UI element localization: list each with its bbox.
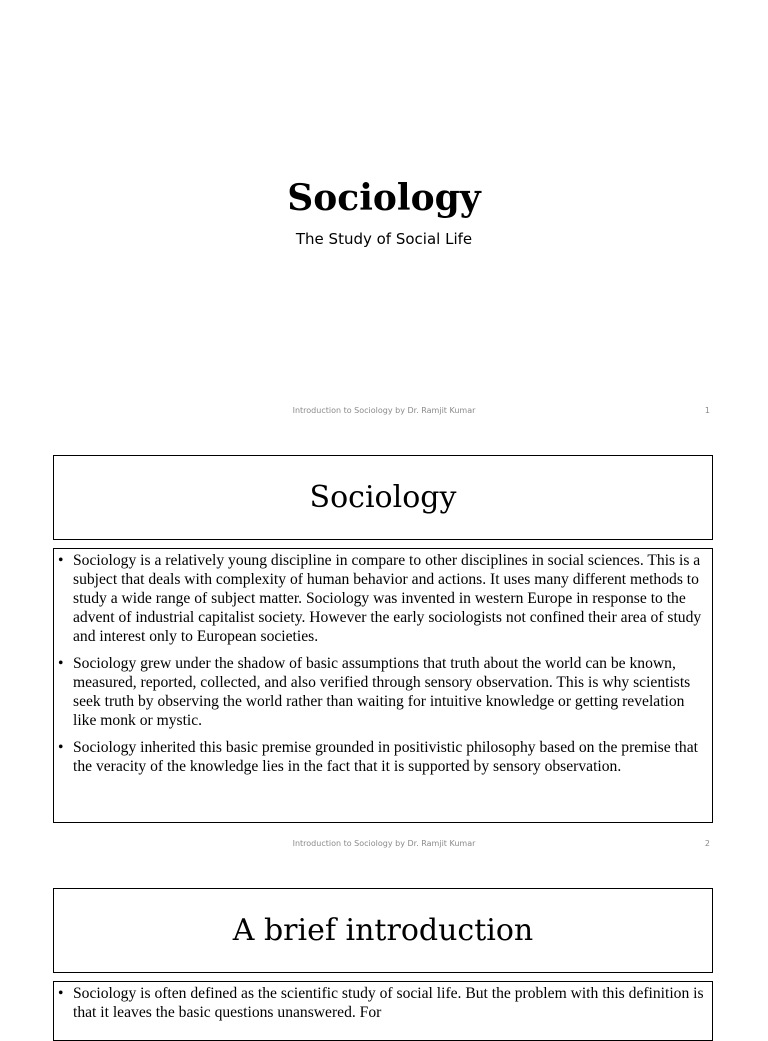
bullet-list xyxy=(58,984,704,1022)
slide-title: Sociology xyxy=(287,177,481,219)
bullet-item: • Sociology grew under the shadow of basic assumptions that truth about the world can be known, measured, reported, collected, and also verified through sensory observation. This is why scientists seek truth by observing the world rather than waiting for intuitive knowledge or getting revelation like monk or mystic. xyxy=(58,654,704,730)
slide-content-box xyxy=(53,981,713,1041)
slide-footer xyxy=(0,404,768,418)
slide-footer xyxy=(0,837,768,851)
slide-heading-box xyxy=(53,888,713,973)
slide-heading: Sociology xyxy=(309,479,457,515)
page-number: 1 xyxy=(704,406,710,415)
page-number: 2 xyxy=(704,839,710,848)
bullet-item: • Sociology is often defined as the scientific study of social life. But the problem with this definition is that it leaves the basic questions unanswered. For xyxy=(58,984,704,1022)
slide-heading-box xyxy=(53,455,713,540)
slide-heading: A brief introduction xyxy=(232,912,534,948)
footer-text: Introduction to Sociology by Dr. Ramjit Kumar xyxy=(292,406,476,415)
bullet-item: • Sociology is a relatively young discipline in compare to other disciplines in social sciences. This is a subject that deals with complexity of human behavior and actions. It uses many different methods to study a wide range of subject matter. Sociology was invented in western Europe in response to the advent of industrial capitalist society. However the early sociologists not confined their area of study and interest only to European societies. xyxy=(58,551,704,646)
bullet-item: • Sociology inherited this basic premise grounded in positivistic philosophy based on the premise that the veracity of the knowledge lies in the fact that it is supported by sensory observation. xyxy=(58,738,704,776)
slide-subtitle: The Study of Social Life xyxy=(295,230,473,248)
bullet-list xyxy=(58,551,704,776)
footer-text: Introduction to Sociology by Dr. Ramjit Kumar xyxy=(292,839,476,848)
slide-content-box xyxy=(53,548,713,823)
